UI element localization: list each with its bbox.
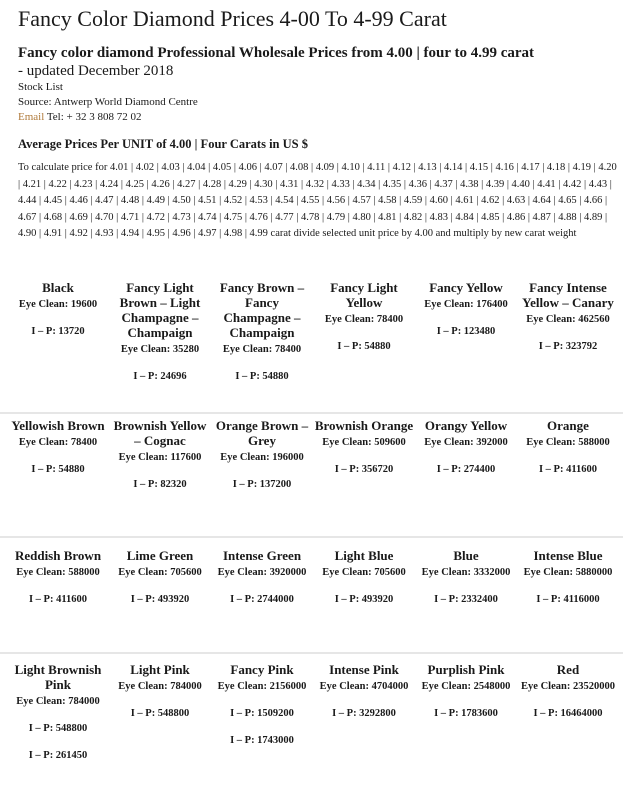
contact-line (18, 110, 615, 125)
tel-text: Tel: + 32 3 808 72 02 (44, 111, 142, 123)
eye-clean-price: Eye Clean: 35280 (120, 344, 200, 355)
ip-price: I – P: 13720 (31, 326, 85, 337)
color-name: Blue (453, 548, 479, 563)
color-name: Brownish Orange (314, 418, 414, 433)
average-prices-heading: Average Prices Per UNIT of 4.00 | Four Carats in US $ (18, 137, 308, 151)
source-label: Source: Antwerp World Diamond Centre (18, 96, 198, 108)
page-content (0, 6, 623, 243)
color-name: Light Pink (130, 662, 190, 677)
eye-clean-price: Eye Clean: 78400 (18, 437, 98, 448)
email-link[interactable]: Email (18, 111, 45, 123)
price-cell (110, 654, 210, 794)
color-name: Fancy Pink (230, 662, 294, 677)
price-cell (212, 410, 312, 538)
color-name: Fancy Brown – Fancy Champagne – Champaign (219, 280, 305, 340)
price-cell (314, 654, 414, 794)
ip-price: I – P: 82320 (133, 479, 187, 490)
price-cell (416, 272, 516, 408)
color-name: Fancy Light Brown – Light Champagne – Champaign (119, 280, 201, 340)
price-cell (212, 540, 312, 652)
eye-clean-price: Eye Clean: 78400 (324, 314, 404, 325)
price-cell (314, 540, 414, 652)
price-cell (314, 410, 414, 538)
updated-note: - updated December 2018 (18, 63, 174, 79)
color-name: Intense Blue (533, 548, 603, 563)
ip-price: I – P: 54880 (235, 371, 289, 382)
eye-clean-price: Eye Clean: 705600 (322, 567, 406, 578)
ip-price: I – P: 411600 (28, 594, 88, 605)
color-name: Lime Green (126, 548, 194, 563)
ip-price: I – P: 24696 (133, 371, 187, 382)
price-cell (212, 272, 312, 408)
price-cell (518, 410, 618, 538)
price-cell (314, 272, 414, 408)
color-name: Fancy Yellow (429, 280, 503, 295)
color-name: Intense Pink (329, 662, 399, 677)
eye-clean-price: Eye Clean: 588000 (16, 567, 100, 578)
price-cell (416, 654, 516, 794)
price-cell (110, 410, 210, 538)
color-name: Orangy Yellow (424, 418, 508, 433)
ip-price: I – P: 411600 (538, 464, 598, 475)
ip-price: I – P: 4116000 (536, 594, 600, 605)
color-name: Purplish Pink (427, 662, 505, 677)
eye-clean-price: Eye Clean: 588000 (526, 437, 610, 448)
ip-price: I – P: 493920 (130, 594, 190, 605)
price-cell (518, 654, 618, 794)
eye-clean-price: Eye Clean: 176400 (424, 299, 508, 310)
ip-price: I – P: 323792 (538, 341, 598, 352)
ip-price: I – P: 2744000 (230, 594, 294, 605)
ip-price: I – P: 54880 (337, 341, 391, 352)
ip-price: I – P: 548800 (130, 708, 190, 719)
eye-clean-price: Eye Clean: 5880000 (523, 567, 613, 578)
eye-clean-price: Eye Clean: 3332000 (421, 567, 511, 578)
price-cell (416, 540, 516, 652)
page-title: Fancy Color Diamond Prices 4-00 To 4-99 Carat (18, 6, 447, 31)
ip-price-secondary: I – P: 1743000 (230, 735, 294, 746)
price-cell (8, 540, 108, 652)
color-name: Orange (547, 418, 589, 433)
ip-price-secondary: I – P: 261450 (28, 750, 88, 761)
eye-clean-price: Eye Clean: 784000 (16, 696, 100, 707)
eye-clean-price: Eye Clean: 23520000 (521, 681, 615, 692)
page-subtitle: Fancy color diamond Professional Wholesale Prices from 4.00 | four to 4.99 carat (18, 45, 535, 61)
price-cell (518, 540, 618, 652)
color-name: Red (556, 662, 580, 677)
ip-price: I – P: 493920 (334, 594, 394, 605)
color-name: Orange Brown – Grey (215, 418, 309, 448)
ip-price: I – P: 123480 (436, 326, 496, 337)
ip-price: I – P: 548800 (28, 723, 88, 734)
ip-price: I – P: 356720 (334, 464, 394, 475)
price-cell (8, 272, 108, 408)
eye-clean-price: Eye Clean: 705600 (118, 567, 202, 578)
price-cell (416, 410, 516, 538)
color-name: Fancy Intense Yellow – Canary (522, 280, 614, 310)
instructions-text: To calculate price for 4.01 | 4.02 | 4.03 | 4.04 | 4.05 | 4.06 | 4.07 | 4.08 | 4.09 | 4.10 | 4.11 | 4.12 | 4.13 | 4.14 | 4.15 | 4.16 | 4.17 | 4.18 | 4.19 | 4.20 | 4.21 | 4.22 | 4.23 | 4.24 | 4.25 | 4.26 | 4.27 | 4.28 | 4.29 | 4.30 | 4.31 | 4.32 | 4.33 | 4.34 | 4.35 | 4.36 | 4.37 | 4.38 | 4.39 | 4.40 | 4.41 | 4.42 | 4.43 | 4.44 | 4.45 | 4.46 | 4.47 | 4.48 | 4.49 | 4.50 | 4.51 | 4.52 | 4.53 | 4.54 | 4.55 | 4.56 | 4.57 | 4.58 | 4.59 | 4.60 | 4.61 | 4.62 | 4.63 | 4.64 | 4.65 | 4.66 | 4.67 | 4.68 | 4.69 | 4.70 | 4.71 | 4.72 | 4.73 | 4.74 | 4.75 | 4.76 | 4.77 | 4.78 | 4.79 | 4.80 | 4.81 | 4.82 | 4.83 | 4.84 | 4.85 | 4.86 | 4.87 | 4.88 | 4.89 | 4.90 | 4.91 | 4.92 | 4.93 | 4.94 | 4.95 | 4.96 | 4.97 | 4.98 | 4.99 carat divide selected unit price by 4.00 and multiply by new carat weight (18, 162, 617, 239)
eye-clean-price: Eye Clean: 4704000 (319, 681, 409, 692)
color-name: Black (42, 280, 74, 295)
price-cell (8, 654, 108, 794)
ip-price: I – P: 3292800 (332, 708, 396, 719)
eye-clean-price: Eye Clean: 784000 (118, 681, 202, 692)
ip-price: I – P: 1783600 (434, 708, 498, 719)
eye-clean-price: Eye Clean: 3920000 (217, 567, 307, 578)
price-cell (212, 654, 312, 794)
ip-price: I – P: 54880 (31, 464, 85, 475)
color-name: Yellowish Brown (11, 418, 105, 433)
price-cell (110, 540, 210, 652)
color-name: Intense Green (222, 548, 302, 563)
eye-clean-price: Eye Clean: 2548000 (421, 681, 511, 692)
eye-clean-price: Eye Clean: 392000 (424, 437, 508, 448)
eye-clean-price: Eye Clean: 2156000 (217, 681, 307, 692)
eye-clean-price: Eye Clean: 509600 (322, 437, 406, 448)
eye-clean-price: Eye Clean: 78400 (222, 344, 302, 355)
ip-price: I – P: 16464000 (533, 708, 603, 719)
price-cell (518, 272, 618, 408)
eye-clean-price: Eye Clean: 196000 (220, 452, 304, 463)
eye-clean-price: Eye Clean: 462560 (526, 314, 610, 325)
color-name: Brownish Yellow – Cognac (113, 418, 207, 448)
price-cell (110, 272, 210, 408)
ip-price: I – P: 2332400 (434, 594, 498, 605)
price-cell (8, 410, 108, 538)
ip-price: I – P: 137200 (232, 479, 292, 490)
color-name: Light Blue (334, 548, 394, 563)
eye-clean-price: Eye Clean: 19600 (18, 299, 98, 310)
color-name: Reddish Brown (14, 548, 102, 563)
ip-price: I – P: 1509200 (230, 708, 294, 719)
ip-price: I – P: 274400 (436, 464, 496, 475)
color-name: Light Brownish Pink (14, 662, 102, 692)
eye-clean-price: Eye Clean: 117600 (118, 452, 202, 463)
color-name: Fancy Light Yellow (330, 280, 398, 310)
stock-list-label: Stock List (18, 81, 63, 93)
